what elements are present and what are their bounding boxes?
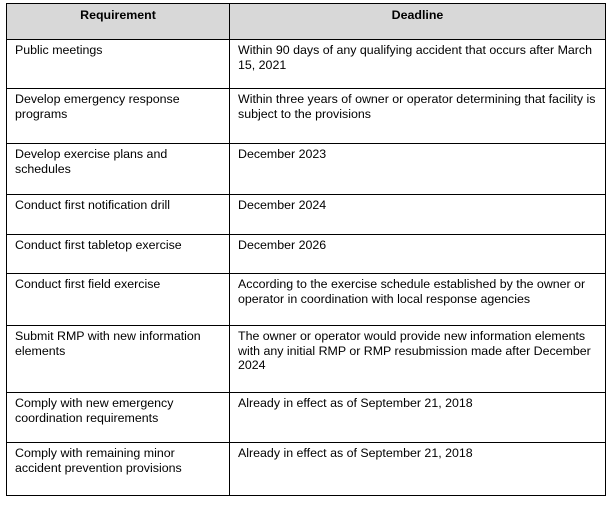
requirement-cell: Develop exercise plans and schedules xyxy=(7,144,230,195)
requirements-table-container xyxy=(6,3,605,496)
table-row xyxy=(7,393,606,443)
table-row xyxy=(7,326,606,393)
deadline-cell: December 2026 xyxy=(230,235,606,274)
requirement-cell: Conduct first field exercise xyxy=(7,274,230,326)
deadline-cell: Already in effect as of September 21, 2018 xyxy=(230,393,606,443)
table-row xyxy=(7,89,606,144)
deadline-cell: According to the exercise schedule established by the owner or operator in coordination with local response agencies xyxy=(230,274,606,326)
table-row xyxy=(7,40,606,89)
requirement-cell: Comply with remaining minor accident prevention provisions xyxy=(7,443,230,496)
requirement-cell: Develop emergency response programs xyxy=(7,89,230,144)
requirement-cell: Comply with new emergency coordination requirements xyxy=(7,393,230,443)
requirements-deadline-table xyxy=(6,3,606,496)
requirement-cell: Conduct first notification drill xyxy=(7,195,230,235)
deadline-cell: December 2023 xyxy=(230,144,606,195)
requirement-cell: Public meetings xyxy=(7,40,230,89)
header-deadline: Deadline xyxy=(230,4,606,40)
table-row xyxy=(7,443,606,496)
deadline-cell: Within three years of owner or operator determining that facility is subject to the provisions xyxy=(230,89,606,144)
table-row xyxy=(7,235,606,274)
requirement-cell: Conduct first tabletop exercise xyxy=(7,235,230,274)
table-row xyxy=(7,195,606,235)
deadline-cell: December 2024 xyxy=(230,195,606,235)
table-header-row xyxy=(7,4,606,40)
requirement-cell: Submit RMP with new information elements xyxy=(7,326,230,393)
header-requirement: Requirement xyxy=(7,4,230,40)
deadline-cell: The owner or operator would provide new information elements with any initial RMP or RMP resubmission made after December 2024 xyxy=(230,326,606,393)
deadline-cell: Already in effect as of September 21, 2018 xyxy=(230,443,606,496)
table-row xyxy=(7,144,606,195)
table-row xyxy=(7,274,606,326)
deadline-cell: Within 90 days of any qualifying accident that occurs after March 15, 2021 xyxy=(230,40,606,89)
